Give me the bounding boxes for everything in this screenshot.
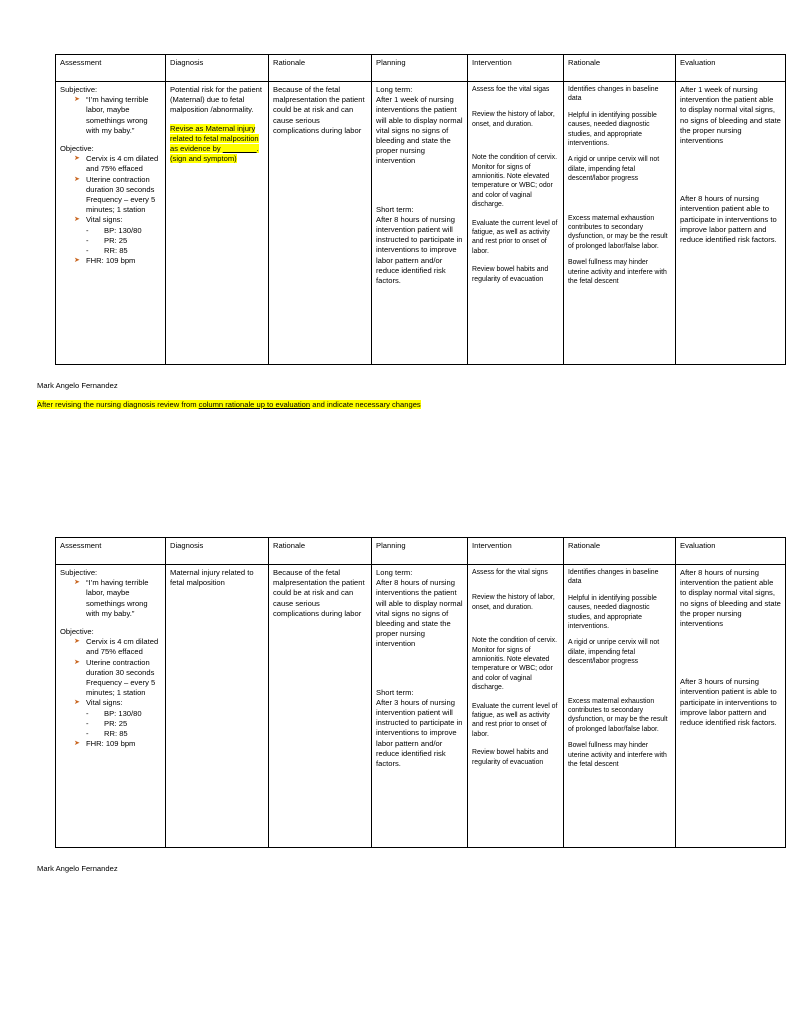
long-term-label: Long term: [376,568,413,577]
care-plan-table-original [55,54,786,365]
planning-cell: Long term: After 1 week of nursing interventions the patient will able to display normal vital signs no signs of bleeding and state the proper nursing intervention Short term: After 8 hours of nursing intervention patient will instructed to participate in interventions to improve labor pattern and/or reduce identified risk factors. [372,82,468,365]
care-plan-table-revised [55,537,786,848]
rationale-cell: Because of the fetal malpresentation the patient could be at risk and can cause serious complications during labor [269,565,372,848]
arrow-bullet-icon: ➤ [74,155,80,163]
planning-cell: Long term: After 8 hours of nursing interventions the patient will able to display normal vital signs no signs of bleeding and state the proper nursing intervention Short term: After 3 hours of nursing intervention patient will instructed to participate in interventions to improve labor pattern and/or reduce identified risk factors. [372,565,468,848]
intervention-cell: Assess for the vital signs Review the history of labor, onset, and duration. Note the condition of cervix. Monitor for signs of amnionitis. Note elevated temperature or WBC; odor and color of vaginal discharge. Evaluate the current level of fatigue, as well as activity and rest prior to onset of labor. Review bowel habits and regularity of evacuation [468,565,564,848]
header-rationale: Rationale [269,538,372,565]
long-term-label: Long term: [376,85,413,94]
author-name: Mark Angelo Fernandez [37,381,118,390]
instruction-note: After revising the nursing diagnosis review from column rationale up to evaluation and indicate necessary changes [37,400,421,409]
list-item: ➤ Cervix is 4 cm dilated and 75% effaced [74,154,159,174]
assessment-cell [56,82,166,365]
objective-label: Objective: [60,627,94,637]
vital-item: - PR: 25 [86,235,128,245]
arrow-bullet-icon: ➤ [74,699,80,707]
list-item: ➤ Uterine contraction duration 30 seconds Frequency – every 5 minutes; 1 station [74,657,156,698]
diagnosis-cell [166,82,269,365]
short-term-label: Short term: [376,687,414,697]
arrow-bullet-icon: ➤ [74,638,80,646]
header-intervention: Intervention [468,55,564,82]
header-rationale-2: Rationale [564,55,676,82]
table-row [56,82,786,365]
list-item: ➤ FHR: 109 bpm [74,256,136,266]
list-item: ➤ FHR: 109 bpm [74,739,136,749]
arrow-bullet-icon: ➤ [74,96,80,104]
header-planning: Planning [372,538,468,565]
diagnosis-cell [166,565,269,848]
header-row [56,55,786,82]
rationale-2-cell: Identifies changes in baseline data Helpful in identifying possible causes, needed diagnostic studies, and appropriate interventions. A rigid or unripe cervix will not dilate, impending fetal descent/labor progress Excess maternal exhaustion contributes to secondary dysfunction, or may be the result of prolonged labor/false labor. Bowel fullness may hinder uterine activity and interfere with the fetal descent [564,565,676,848]
evaluation-cell: After 1 week of nursing intervention the patient able to display normal vital signs, no signs of bleeding and state the proper nursing interventions After 8 hours of nursing intervention patient able to participate in interventions to improve labor pattern and reduce identified risk factors. [676,82,786,365]
short-term-label: Short term: [376,204,414,214]
list-item: ➤ “I’m having terrible labor, maybe somethings wrong with my baby.” [74,95,149,135]
arrow-bullet-icon: ➤ [74,257,80,265]
header-diagnosis: Diagnosis [166,538,269,565]
arrow-bullet-icon: ➤ [74,740,80,748]
header-planning: Planning [372,55,468,82]
arrow-bullet-icon: ➤ [74,579,80,587]
vital-item: - BP: 130/80 [86,708,142,718]
author-name: Mark Angelo Fernandez [37,864,118,873]
objective-label: Objective: [60,144,94,154]
list-item: ➤ Cervix is 4 cm dilated and 75% effaced [74,637,159,657]
subjective-label: Subjective: [60,568,98,577]
header-assessment: Assessment [56,538,166,565]
revision-note: Revise as Maternal injury related to fetal malposition as evidence by ________. (sign and symptom) [170,123,259,164]
subjective-label: Subjective: [60,85,98,94]
rationale-2-cell: Identifies changes in baseline data Helpful in identifying possible causes, needed diagnostic studies, and appropriate interventions. A rigid or unripe cervix will not dilate, impending fetal descent/labor progress Excess maternal exhaustion contributes to secondary dysfunction, or may be the result of prolonged labor/false labor. Bowel fullness may hinder uterine activity and interfere with the fetal descent [564,82,676,365]
list-item: ➤ Vital signs: [74,698,123,708]
header-rationale-2: Rationale [564,538,676,565]
diagnosis-text: Potential risk for the patient (Maternal) due to fetal malposition /abnormality. [170,85,263,115]
header-assessment: Assessment [56,55,166,82]
diagnosis-text: Maternal injury related to fetal malposition [170,568,254,588]
vital-item: - PR: 25 [86,718,128,728]
list-item: ➤ “I’m having terrible labor, maybe somethings wrong with my baby.” [74,578,149,618]
header-evaluation: Evaluation [676,55,786,82]
evaluation-cell: After 8 hours of nursing intervention the patient able to display normal vital signs, no signs of bleeding and state the proper nursing interventions After 3 hours of nursing intervention patient is able to participate in interventions to improve labor pattern and reduce identified risk factors. [676,565,786,848]
arrow-bullet-icon: ➤ [74,658,80,666]
header-row [56,538,786,565]
assessment-cell [56,565,166,848]
header-evaluation: Evaluation [676,538,786,565]
list-item: ➤ Uterine contraction duration 30 seconds Frequency – every 5 minutes; 1 station [74,174,156,215]
list-item: ➤ Vital signs: [74,215,123,225]
vital-item: - RR: 85 [86,729,128,739]
arrow-bullet-icon: ➤ [74,175,80,183]
header-rationale: Rationale [269,55,372,82]
header-diagnosis: Diagnosis [166,55,269,82]
vital-item: - BP: 130/80 [86,225,142,235]
vital-item: - RR: 85 [86,246,128,256]
intervention-cell: Assess foe the vital sigas Review the history of labor, onset, and duration. Note the condition of cervix. Monitor for signs of amnionitis. Note elevated temperature or WBC; odor and color of vaginal discharge. Evaluate the current level of fatigue, as well as activity and rest prior to onset of labor. Review bowel habits and regularity of evacuation [468,82,564,365]
arrow-bullet-icon: ➤ [74,216,80,224]
table-row [56,565,786,848]
rationale-cell: Because of the fetal malpresentation the patient could be at risk and can cause serious complications during labor [269,82,372,365]
header-intervention: Intervention [468,538,564,565]
